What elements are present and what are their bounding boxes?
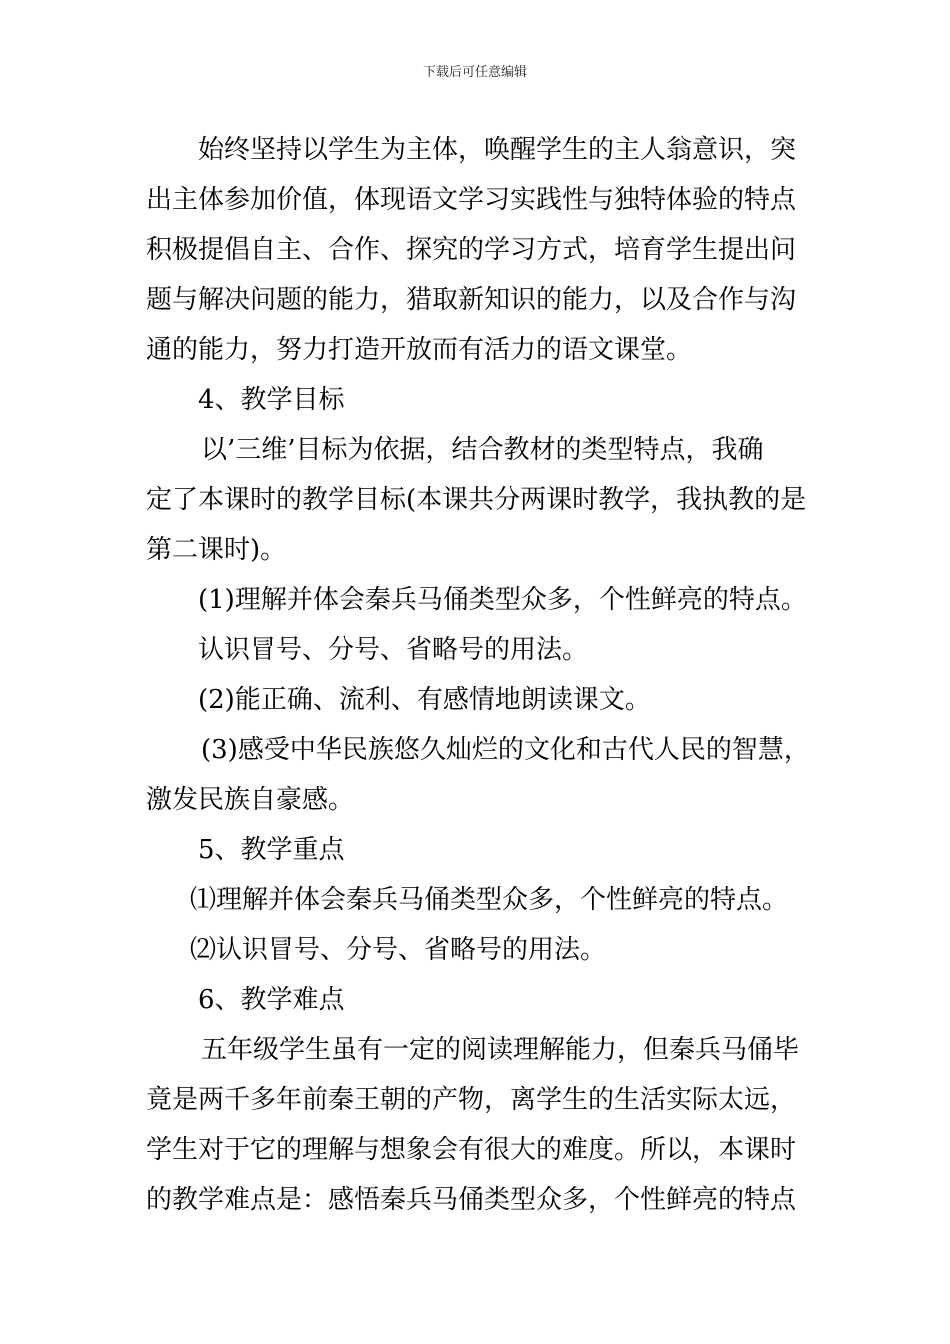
text-line: 以’三维’目标为依据，结合教材的类型特点，我确 bbox=[201, 435, 764, 465]
text-line: ⑴理解并体会秦兵马俑类型众多，个性鲜亮的特点。 bbox=[190, 885, 789, 915]
text-line: 出主体参加价值，体现语文学习实践性与独特体验的特点 bbox=[146, 185, 797, 215]
page-header: 下载后可任意编辑 bbox=[422, 65, 527, 80]
text-line: 激发民族自豪感。 bbox=[146, 785, 355, 815]
text-line: 始终坚持以学生为主体，唤醒学生的主人翁意识，突 bbox=[198, 135, 797, 165]
section-heading: 6、教学难点 bbox=[198, 985, 345, 1015]
text-line: 积极提倡自主、合作、探究的学习方式，培育学生提出问 bbox=[146, 235, 797, 265]
text-line: 定了本课时的教学目标(本课共分两课时教学，我执教的是 bbox=[146, 485, 807, 515]
text-line: 竟是两千多年前秦王朝的产物，离学生的生活实际太远， bbox=[146, 1085, 797, 1115]
text-line: (1)理解并体会秦兵马俑类型众多，个性鲜亮的特点。 bbox=[198, 585, 807, 615]
text-line: ⑵认识冒号、分号、省略号的用法。 bbox=[190, 935, 607, 965]
text-line: 通的能力，努力打造开放而有活力的语文课堂。 bbox=[146, 335, 693, 365]
text-line: 题与解决问题的能力，猎取新知识的能力，以及合作与沟 bbox=[146, 285, 797, 315]
text-line: 的教学难点是：感悟秦兵马俑类型众多，个性鲜亮的特点 bbox=[146, 1185, 797, 1215]
text-line: (2)能正确、流利、有感情地朗读课文。 bbox=[198, 685, 651, 715]
text-line: 第二课时)。 bbox=[146, 535, 287, 565]
text-line: 认识冒号、分号、省略号的用法。 bbox=[198, 635, 589, 665]
text-line: 五年级学生虽有一定的阅读理解能力，但秦兵马俑毕 bbox=[201, 1035, 800, 1065]
section-heading: 4、教学目标 bbox=[198, 385, 345, 415]
text-line: 学生对于它的理解与想象会有很大的难度。所以，本课时 bbox=[146, 1135, 797, 1165]
section-heading: 5、教学重点 bbox=[198, 835, 345, 865]
text-line: (3)感受中华民族悠久灿烂的文化和古代人民的智慧， bbox=[201, 735, 810, 765]
